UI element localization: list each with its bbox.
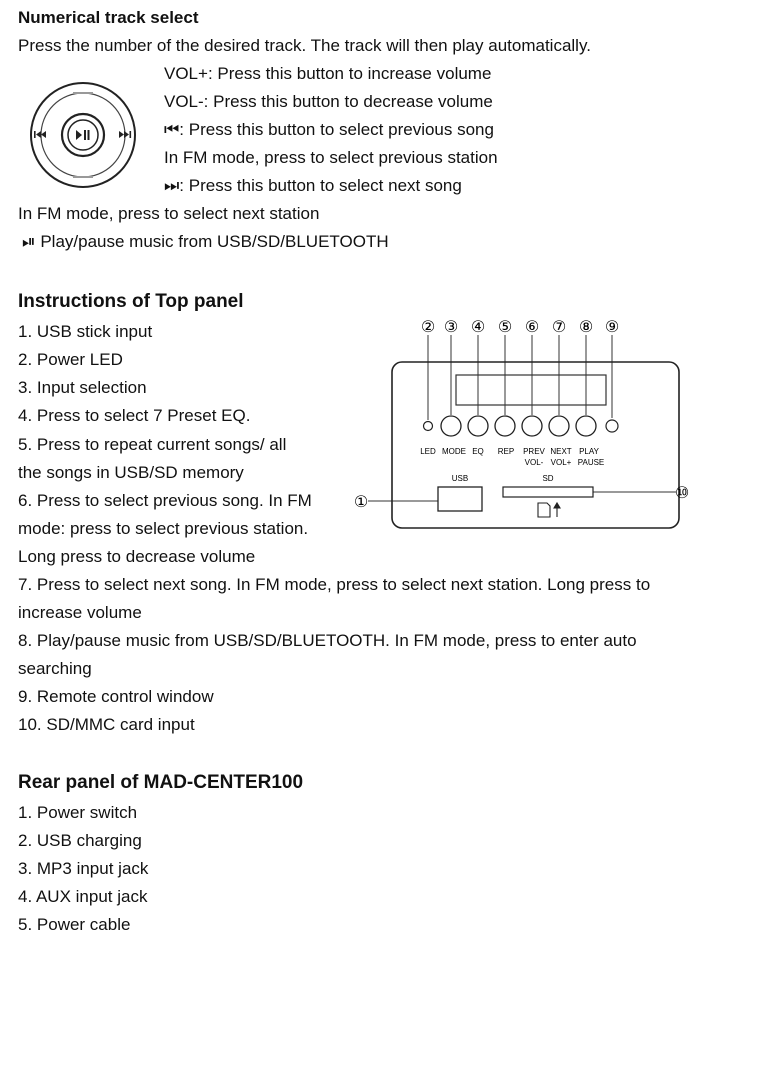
eq-button[interactable]: [468, 416, 488, 436]
power-led: [424, 422, 433, 431]
top-item-8-cont: searching: [18, 659, 92, 678]
top-item-7: 7. Press to select next song. In FM mode, press to select next station. Long press to: [18, 575, 651, 594]
numerical-heading: Numerical track select: [18, 8, 199, 27]
rep-button[interactable]: [495, 416, 515, 436]
panel-body: [392, 362, 679, 528]
callout-2: ②: [420, 319, 436, 336]
sd-card-insert-icon: [538, 503, 560, 517]
label-mode: MODE: [442, 447, 466, 456]
top-item-3: 3. Input selection: [18, 378, 147, 397]
fm-next-text: In FM mode, press to select next station: [18, 204, 320, 223]
next-button[interactable]: [549, 416, 569, 436]
callout-leader-lines: [368, 335, 676, 501]
rear-item-2: 2. USB charging: [18, 831, 142, 850]
top-item-6-cont2: Long press to decrease volume: [18, 547, 256, 566]
fm-prev-text: In FM mode, press to select previous station: [164, 148, 498, 167]
top-item-1: 1. USB stick input: [18, 322, 153, 341]
label-pause: PAUSE: [577, 458, 605, 467]
top-item-5: 5. Press to repeat current songs/ all: [18, 435, 287, 454]
label-next: NEXT: [550, 447, 572, 456]
label-vol-down: VOL-: [524, 458, 544, 467]
prev-button[interactable]: [522, 416, 542, 436]
next-song-text: ⏭: Press this button to select next song: [164, 176, 462, 195]
callout-5: ⑤: [497, 319, 513, 336]
callout-6: ⑥: [524, 319, 540, 336]
callout-1: ①: [353, 494, 369, 511]
vol-up-text: VOL+: Press this button to increase volume: [164, 64, 492, 83]
usb-label: USB: [451, 474, 469, 483]
top-item-8: 8. Play/pause music from USB/SD/BLUETOOTH. In FM mode, press to enter auto: [18, 631, 637, 650]
remote-window: [606, 420, 618, 432]
top-item-5-cont: the songs in USB/SD memory: [18, 463, 244, 482]
rear-item-3: 3. MP3 input jack: [18, 859, 149, 878]
usb-port[interactable]: [438, 487, 482, 511]
label-prev: PREV: [523, 447, 545, 456]
callout-7: ⑦: [551, 319, 567, 336]
top-item-10: 10. SD/MMC card input: [18, 715, 195, 734]
top-item-9: 9. Remote control window: [18, 687, 214, 706]
callout-9: ⑨: [604, 319, 620, 336]
label-play: PLAY: [579, 447, 599, 456]
rear-panel-heading: Rear panel of MAD-CENTER100: [18, 772, 304, 793]
top-item-2: 2. Power LED: [18, 350, 123, 369]
callout-8: ⑧: [578, 319, 594, 336]
top-panel-heading: Instructions of Top panel: [18, 291, 244, 312]
vol-down-text: VOL-: Press this button to decrease volume: [164, 92, 493, 111]
rear-item-1: 1. Power switch: [18, 803, 138, 822]
top-item-4: 4. Press to select 7 Preset EQ.: [18, 406, 251, 425]
rear-item-4: 4. AUX input jack: [18, 887, 148, 906]
callout-3: ③: [443, 319, 459, 336]
top-item-7-cont: increase volume: [18, 603, 142, 622]
callout-10: ⑩: [674, 485, 690, 502]
mode-button[interactable]: [441, 416, 461, 436]
label-led: LED: [420, 447, 436, 456]
sd-label: SD: [542, 474, 554, 483]
prev-song-text: ⏮: Press this button to select previous song: [164, 120, 494, 139]
rear-item-5: 5. Power cable: [18, 915, 131, 934]
numerical-intro: Press the number of the desired track. The track will then play automatically.: [18, 36, 591, 55]
label-vol-up: VOL+: [550, 458, 572, 467]
top-item-6: 6. Press to select previous song. In FM: [18, 491, 312, 510]
label-rep: REP: [497, 447, 515, 456]
label-eq: EQ: [472, 447, 484, 456]
top-item-6-cont: mode: press to select previous station.: [18, 519, 309, 538]
play-pause-button[interactable]: [576, 416, 596, 436]
sd-slot[interactable]: [503, 487, 593, 497]
play-pause-text: ⏯ Play/pause music from USB/SD/BLUETOOTH: [22, 232, 389, 251]
callout-4: ④: [470, 319, 486, 336]
